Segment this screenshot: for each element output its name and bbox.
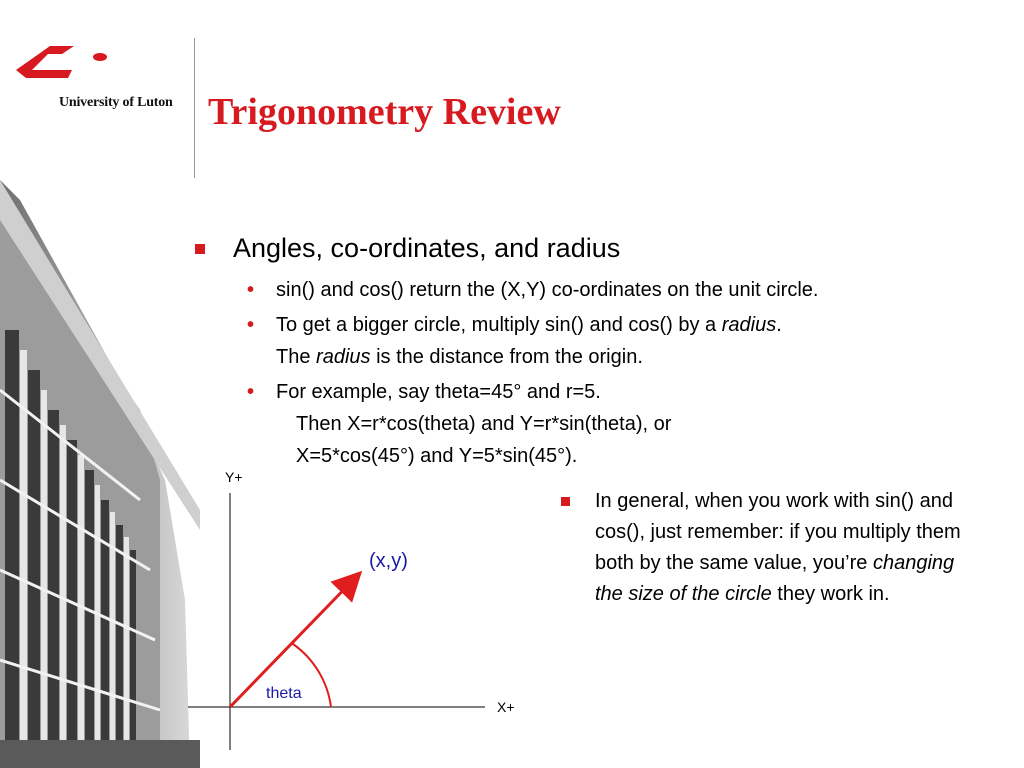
- page-title: Trigonometry Review: [208, 91, 561, 133]
- angle-label: theta: [266, 685, 302, 702]
- university-logo-icon: [12, 40, 112, 88]
- point-label: (x,y): [369, 550, 408, 572]
- header-divider: [194, 38, 195, 178]
- radius-definition: The radius is the distance from the origin.: [276, 346, 643, 368]
- general-note: In general, when you work with sin() and cos(), just remember: if you multiply them both by the same value, you’re changing the size of the circle they work in.: [557, 486, 965, 610]
- square-bullet-icon: [561, 497, 570, 506]
- square-bullet-icon: [195, 244, 205, 254]
- x-axis-label: X+: [497, 699, 515, 715]
- main-content: [195, 228, 995, 472]
- unit-circle-diagram: [180, 465, 530, 760]
- bullet-angles: Angles, co-ordinates, and radius: [195, 228, 995, 268]
- university-name: University of Luton: [59, 95, 173, 110]
- dot-bullet-icon: •: [247, 314, 255, 336]
- dot-bullet-icon: •: [247, 279, 255, 301]
- building-image: [0, 180, 200, 768]
- sub-bullet-example: • For example, say theta=45° and r=5. Then X=r*cos(theta) and Y=r*sin(theta), or X=5*cos(45°) and Y=5*sin(45°).: [195, 376, 995, 472]
- sub-bullet-radius: • To get a bigger circle, multiply sin() and cos() by a radius. The radius is the distance from the origin.: [195, 309, 995, 373]
- y-axis-label: Y+: [225, 469, 243, 485]
- dot-bullet-icon: •: [247, 381, 255, 403]
- sub-bullet-unit-circle: • sin() and cos() return the (X,Y) co-ordinates on the unit circle.: [195, 274, 995, 306]
